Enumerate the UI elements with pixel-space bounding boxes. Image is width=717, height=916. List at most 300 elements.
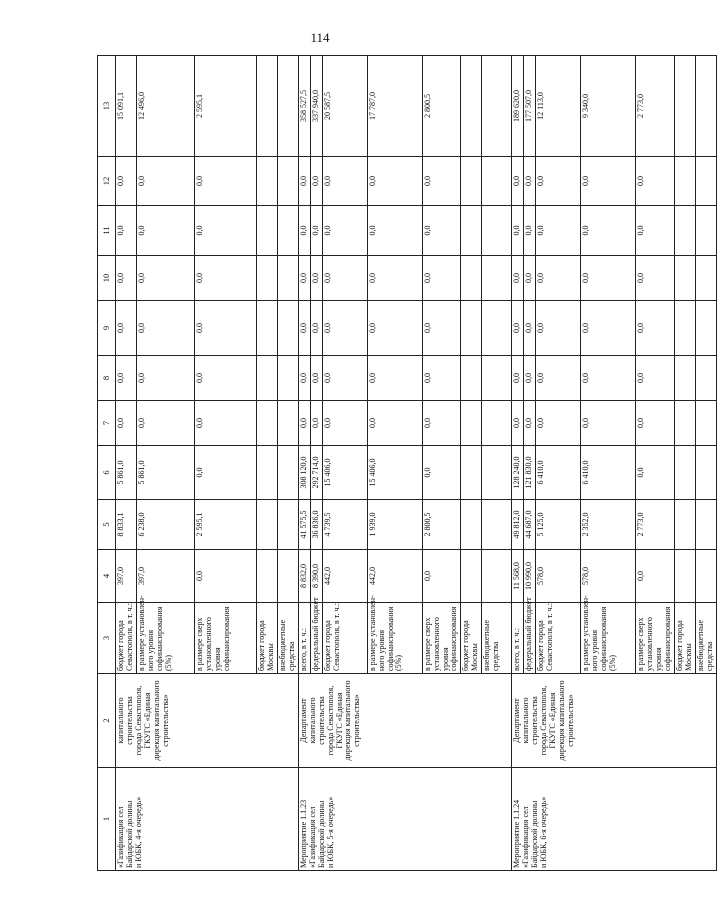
- value-cell: [256, 256, 277, 301]
- value-cell: [256, 157, 277, 206]
- value-cell: 0,0: [367, 256, 422, 301]
- funding-source-line: бюджет города: [116, 620, 125, 671]
- executor-line: ГКУГС «Единая: [142, 692, 152, 749]
- funding-source-cell: [695, 603, 716, 674]
- value-cell: 36 836,0: [310, 500, 322, 550]
- funding-source-line: бюджет города: [536, 620, 546, 671]
- value-cell: 0,0: [116, 301, 137, 356]
- value-cell: 0,0: [512, 256, 524, 301]
- value-cell: 0,0: [536, 401, 581, 446]
- value-cell: 0,0: [536, 256, 581, 301]
- value-cell: 2 352,0: [581, 500, 636, 550]
- header-cell: 7: [98, 401, 116, 446]
- value-cell: 0,0: [536, 206, 581, 256]
- value-cell: [695, 356, 716, 401]
- funding-source-line: в размере установлен-: [581, 595, 591, 671]
- value-cell: 0,0: [512, 401, 524, 446]
- value-cell: 578,0: [581, 550, 636, 603]
- funding-source-line: установленного: [203, 617, 213, 671]
- header-cell: 3: [98, 603, 116, 674]
- value-cell: 2 595,1: [194, 500, 256, 550]
- funding-source-line: ного уровня: [376, 629, 386, 671]
- value-cell: 0,0: [194, 356, 256, 401]
- executor-line: Департамент: [298, 698, 308, 743]
- funding-source-line: уровня: [212, 647, 222, 671]
- value-cell: 0,0: [322, 401, 367, 446]
- value-cell: 0,0: [524, 401, 536, 446]
- value-cell: [675, 401, 696, 446]
- executor-line: города Севастополя,: [325, 685, 335, 756]
- event-name-line: Байдарской долины: [530, 800, 540, 868]
- executor-line: дирекция капитального: [151, 680, 161, 761]
- value-cell: 0,0: [512, 301, 524, 356]
- value-cell: [482, 401, 512, 446]
- header-cell: 10: [98, 256, 116, 301]
- executor-line: капитального: [521, 697, 531, 744]
- value-cell: [277, 206, 298, 256]
- value-cell: [695, 206, 716, 256]
- funding-source-line: в размере сверх: [422, 617, 432, 671]
- value-cell: 0,0: [636, 356, 675, 401]
- value-cell: [675, 301, 696, 356]
- value-cell: 292 714,0: [310, 446, 322, 500]
- funding-source-line: Москвы: [265, 643, 275, 671]
- funding-source-line: (5%): [163, 655, 173, 671]
- value-cell: [695, 401, 716, 446]
- value-cell: 0,0: [116, 256, 137, 301]
- value-cell: 0,0: [581, 301, 636, 356]
- executor-cell: [512, 674, 717, 768]
- funding-source-line: средства: [704, 641, 714, 671]
- value-cell: 0,0: [536, 301, 581, 356]
- executor-line: дирекция капитального: [343, 680, 353, 761]
- event-name-line: «Газификация сел: [116, 806, 125, 868]
- value-cell: 0,0: [136, 206, 194, 256]
- value-cell: 5 861,0: [116, 446, 137, 500]
- value-cell: 6 410,0: [581, 446, 636, 500]
- value-cell: [461, 446, 482, 500]
- value-cell: 0,0: [194, 446, 256, 500]
- executor-line: строительства»: [352, 694, 362, 747]
- funding-source-line: Севастополя, в т. ч.:: [331, 603, 341, 671]
- value-cell: [277, 446, 298, 500]
- funding-source-line: бюджет города: [461, 620, 471, 671]
- funding-source-line: Москвы: [470, 643, 480, 671]
- value-cell: [256, 206, 277, 256]
- value-cell: 0,0: [310, 157, 322, 206]
- table-body: [98, 56, 717, 871]
- value-cell: [256, 550, 277, 603]
- funding-source-line: Москвы: [684, 643, 694, 671]
- funding-source-cell: [536, 603, 581, 674]
- value-cell: 0,0: [322, 301, 367, 356]
- value-cell: 5 861,0: [136, 446, 194, 500]
- value-cell: 6 410,0: [536, 446, 581, 500]
- funding-source-cell: [298, 603, 310, 674]
- value-cell: [256, 446, 277, 500]
- value-cell: 0,0: [310, 356, 322, 401]
- value-cell: [277, 157, 298, 206]
- executor-line: ГКУГС «Единая: [334, 692, 344, 749]
- funding-source-line: софинансирования: [385, 606, 395, 671]
- value-cell: 12 113,0: [536, 56, 581, 157]
- funding-source-line: средства: [286, 641, 296, 671]
- value-cell: 0,0: [116, 206, 137, 256]
- value-cell: [675, 56, 696, 157]
- value-cell: [482, 157, 512, 206]
- value-cell: 15 091,1: [116, 56, 137, 157]
- value-cell: [256, 356, 277, 401]
- value-cell: 0,0: [116, 157, 137, 206]
- funding-source-line: софинансирования: [449, 606, 459, 671]
- funding-source-line: всего, в т. ч.:: [298, 628, 308, 671]
- executor-line: ГКУГС «Единая: [548, 692, 558, 749]
- executor-line: города Севастополя,: [133, 685, 143, 756]
- value-cell: 0,0: [298, 256, 310, 301]
- event-name-cell: [298, 768, 512, 871]
- value-cell: 397,0: [116, 550, 137, 603]
- value-cell: 0,0: [536, 157, 581, 206]
- funding-source-cell: [675, 603, 696, 674]
- value-cell: 0,0: [136, 356, 194, 401]
- value-cell: 0,0: [322, 206, 367, 256]
- value-cell: 0,0: [310, 256, 322, 301]
- value-cell: 0,0: [636, 206, 675, 256]
- value-cell: [256, 500, 277, 550]
- value-cell: 0,0: [194, 256, 256, 301]
- value-cell: 0,0: [367, 301, 422, 356]
- value-cell: [461, 401, 482, 446]
- funding-source-cell: [277, 603, 298, 674]
- event-name-line: Мероприятие 1.1.24: [512, 799, 522, 868]
- value-cell: 0,0: [116, 356, 137, 401]
- value-cell: [482, 301, 512, 356]
- value-cell: 189 620,0: [512, 56, 524, 157]
- value-cell: [461, 550, 482, 603]
- value-cell: [695, 500, 716, 550]
- value-cell: [695, 550, 716, 603]
- value-cell: [277, 356, 298, 401]
- value-cell: 8 832,0: [298, 550, 310, 603]
- value-cell: 0,0: [422, 550, 461, 603]
- funding-source-line: уровня: [440, 647, 450, 671]
- value-cell: 0,0: [136, 157, 194, 206]
- funding-source-line: бюджет города: [322, 620, 332, 671]
- value-cell: 0,0: [524, 356, 536, 401]
- value-cell: 0,0: [422, 256, 461, 301]
- value-cell: 2 800,5: [422, 500, 461, 550]
- funding-source-cell: [322, 603, 367, 674]
- header-cell: 11: [98, 206, 116, 256]
- value-cell: 0,0: [322, 356, 367, 401]
- value-cell: 442,0: [367, 550, 422, 603]
- header-cell: 6: [98, 446, 116, 500]
- executor-line: строительства: [124, 696, 134, 745]
- event-name-line: «Газификация сел: [521, 806, 531, 868]
- funding-source-cell: [310, 597, 322, 674]
- value-cell: 0,0: [136, 256, 194, 301]
- value-cell: 0,0: [524, 157, 536, 206]
- event-name-line: Байдарской долины: [124, 800, 134, 868]
- value-cell: [695, 256, 716, 301]
- funding-source-line: ного уровня: [145, 629, 155, 671]
- funding-source-line: федеральный бюджет: [310, 597, 320, 671]
- page-number: 114: [310, 30, 330, 45]
- value-cell: 9 340,0: [581, 56, 636, 157]
- value-cell: [482, 446, 512, 500]
- value-cell: 15 406,0: [322, 446, 367, 500]
- funding-source-line: (5%): [394, 655, 404, 671]
- funding-source-cell: [194, 603, 256, 674]
- value-cell: [461, 301, 482, 356]
- rotated-table-container: [97, 56, 714, 871]
- value-cell: 0,0: [310, 401, 322, 446]
- value-cell: 337 940,0: [310, 56, 322, 157]
- value-cell: 0,0: [194, 301, 256, 356]
- value-cell: 0,0: [422, 356, 461, 401]
- funding-source-cell: [116, 603, 137, 674]
- table-row: [298, 56, 310, 871]
- value-cell: 0,0: [636, 446, 675, 500]
- funding-source-cell: [461, 603, 482, 674]
- event-name-line: Мероприятие 1.1.23: [298, 799, 308, 868]
- value-cell: 121 830,0: [524, 446, 536, 500]
- value-cell: 0,0: [194, 157, 256, 206]
- value-cell: 0,0: [581, 157, 636, 206]
- value-cell: 0,0: [298, 301, 310, 356]
- funding-source-line: Севастополя, в т. ч.:: [545, 603, 555, 671]
- value-cell: 6 238,0: [136, 500, 194, 550]
- funding-source-cell: [636, 603, 675, 674]
- value-cell: 578,0: [536, 550, 581, 603]
- value-cell: [482, 206, 512, 256]
- value-cell: 44 687,0: [524, 500, 536, 550]
- event-name-line: и ЮБК, 4-я очередь»: [133, 796, 143, 868]
- value-cell: 0,0: [512, 356, 524, 401]
- value-cell: [461, 500, 482, 550]
- value-cell: 0,0: [636, 256, 675, 301]
- value-cell: 12 496,0: [136, 56, 194, 157]
- value-cell: 0,0: [298, 157, 310, 206]
- value-cell: 0,0: [136, 301, 194, 356]
- value-cell: [277, 401, 298, 446]
- value-cell: 0,0: [422, 301, 461, 356]
- value-cell: [256, 301, 277, 356]
- value-cell: [461, 356, 482, 401]
- header-cell: 1: [98, 768, 116, 871]
- value-cell: [482, 500, 512, 550]
- value-cell: [695, 301, 716, 356]
- header-cell: 8: [98, 356, 116, 401]
- funding-source-line: Севастополя, в т. ч.:: [124, 603, 134, 671]
- value-cell: [482, 56, 512, 157]
- funding-source-line: в размере сверх: [194, 617, 204, 671]
- funding-source-cell: [581, 595, 636, 674]
- value-cell: 11 568,0: [512, 550, 524, 603]
- funding-source-cell: [524, 597, 536, 674]
- table-row: [512, 56, 524, 871]
- value-cell: [461, 206, 482, 256]
- funding-source-cell: [136, 595, 194, 674]
- value-cell: 4 739,5: [322, 500, 367, 550]
- header-cell: 5: [98, 500, 116, 550]
- value-cell: 0,0: [581, 256, 636, 301]
- funding-source-line: софинансирования: [221, 606, 231, 671]
- value-cell: 2 773,0: [636, 500, 675, 550]
- funding-source-cell: [422, 603, 461, 674]
- value-cell: 0,0: [298, 401, 310, 446]
- value-cell: 0,0: [298, 206, 310, 256]
- funding-source-line: федеральный бюджет: [524, 597, 534, 671]
- header-row: [98, 56, 116, 871]
- event-name-cell: [116, 768, 299, 871]
- executor-line: строительства»: [160, 694, 170, 747]
- event-name-line: «Газификация сел: [307, 806, 317, 868]
- funding-source-line: бюджет города: [256, 620, 266, 671]
- value-cell: 2 773,0: [636, 56, 675, 157]
- funding-source-line: софинансирования: [599, 606, 609, 671]
- value-cell: 5 125,0: [536, 500, 581, 550]
- value-cell: 1 939,0: [367, 500, 422, 550]
- value-cell: 397,0: [136, 550, 194, 603]
- value-cell: 20 587,5: [322, 56, 367, 157]
- funding-source-line: (5%): [608, 655, 618, 671]
- value-cell: [675, 500, 696, 550]
- value-cell: 41 575,5: [298, 500, 310, 550]
- table-row: [116, 56, 137, 871]
- header-cell: 9: [98, 301, 116, 356]
- value-cell: [256, 56, 277, 157]
- funding-source-line: бюджет города: [675, 620, 685, 671]
- value-cell: 0,0: [524, 206, 536, 256]
- funding-source-line: установленного: [431, 617, 441, 671]
- value-cell: 0,0: [636, 301, 675, 356]
- value-cell: [695, 157, 716, 206]
- value-cell: 15 406,0: [367, 446, 422, 500]
- value-cell: 308 120,0: [298, 446, 310, 500]
- funding-source-cell: [482, 603, 512, 674]
- value-cell: 8 390,0: [310, 550, 322, 603]
- executor-cell: [298, 674, 512, 768]
- event-name-line: и ЮБК, 5-я очередь»: [325, 796, 335, 868]
- value-cell: [482, 356, 512, 401]
- value-cell: 0,0: [298, 356, 310, 401]
- value-cell: [482, 550, 512, 603]
- executor-line: строительства: [530, 696, 540, 745]
- value-cell: 0,0: [194, 206, 256, 256]
- value-cell: 442,0: [322, 550, 367, 603]
- value-cell: 0,0: [422, 206, 461, 256]
- executor-line: капитального: [116, 697, 125, 744]
- value-cell: [461, 157, 482, 206]
- value-cell: [461, 256, 482, 301]
- value-cell: 128 240,0: [512, 446, 524, 500]
- value-cell: 0,0: [136, 401, 194, 446]
- value-cell: 358 527,5: [298, 56, 310, 157]
- value-cell: 0,0: [422, 401, 461, 446]
- funding-source-line: софинансирования: [663, 606, 673, 671]
- header-cell: 12: [98, 157, 116, 206]
- value-cell: 0,0: [636, 157, 675, 206]
- value-cell: [256, 401, 277, 446]
- value-cell: [675, 206, 696, 256]
- value-cell: [277, 550, 298, 603]
- value-cell: 0,0: [116, 401, 137, 446]
- value-cell: [695, 56, 716, 157]
- value-cell: 0,0: [581, 206, 636, 256]
- value-cell: 2 800,5: [422, 56, 461, 157]
- value-cell: 0,0: [636, 550, 675, 603]
- value-cell: 0,0: [581, 401, 636, 446]
- event-name-cell: [512, 768, 717, 871]
- value-cell: 0,0: [524, 256, 536, 301]
- funding-source-line: установленного: [645, 617, 655, 671]
- event-name-line: Байдарской долины: [316, 800, 326, 868]
- value-cell: 0,0: [367, 401, 422, 446]
- value-cell: [675, 256, 696, 301]
- funding-source-cell: [512, 603, 524, 674]
- executor-cell: [116, 674, 299, 768]
- value-cell: [675, 157, 696, 206]
- value-cell: [277, 56, 298, 157]
- value-cell: 0,0: [310, 206, 322, 256]
- event-name-line: и ЮБК, 6-я очередь»: [539, 796, 549, 868]
- value-cell: 0,0: [524, 301, 536, 356]
- executor-line: города Севастополя,: [539, 685, 549, 756]
- value-cell: 177 507,0: [524, 56, 536, 157]
- funding-source-line: ного уровня: [590, 629, 600, 671]
- value-cell: 0,0: [310, 301, 322, 356]
- value-cell: 0,0: [194, 401, 256, 446]
- funding-source-cell: [256, 603, 277, 674]
- value-cell: 0,0: [194, 550, 256, 603]
- value-cell: 2 595,1: [194, 56, 256, 157]
- value-cell: 0,0: [322, 256, 367, 301]
- funding-source-line: в размере установлен-: [136, 595, 146, 671]
- executor-line: дирекция капитального: [557, 680, 567, 761]
- header-cell: 13: [98, 56, 116, 157]
- executor-line: капитального: [307, 697, 317, 744]
- value-cell: [277, 256, 298, 301]
- executor-line: строительства»: [566, 694, 576, 747]
- executor-line: Департамент: [512, 698, 522, 743]
- value-cell: 17 787,0: [367, 56, 422, 157]
- value-cell: 0,0: [422, 446, 461, 500]
- header-cell: 4: [98, 550, 116, 603]
- value-cell: [277, 301, 298, 356]
- value-cell: 49 812,0: [512, 500, 524, 550]
- funding-source-cell: [367, 595, 422, 674]
- value-cell: 0,0: [636, 401, 675, 446]
- funding-source-line: уровня: [654, 647, 664, 671]
- value-cell: 0,0: [367, 356, 422, 401]
- value-cell: 0,0: [512, 157, 524, 206]
- value-cell: 0,0: [581, 356, 636, 401]
- funding-source-line: в размере сверх: [636, 617, 646, 671]
- value-cell: [675, 446, 696, 500]
- header-cell: 2: [98, 674, 116, 768]
- funding-source-line: софинансирования: [154, 606, 164, 671]
- value-cell: 0,0: [422, 157, 461, 206]
- value-cell: [482, 256, 512, 301]
- funding-source-line: средства: [491, 641, 501, 671]
- funding-source-line: внебюджетные: [277, 620, 287, 671]
- executor-line: строительства: [316, 696, 326, 745]
- funding-source-line: внебюджетные: [695, 620, 705, 671]
- funding-source-line: в размере установлен-: [367, 595, 377, 671]
- value-cell: [461, 56, 482, 157]
- value-cell: [277, 500, 298, 550]
